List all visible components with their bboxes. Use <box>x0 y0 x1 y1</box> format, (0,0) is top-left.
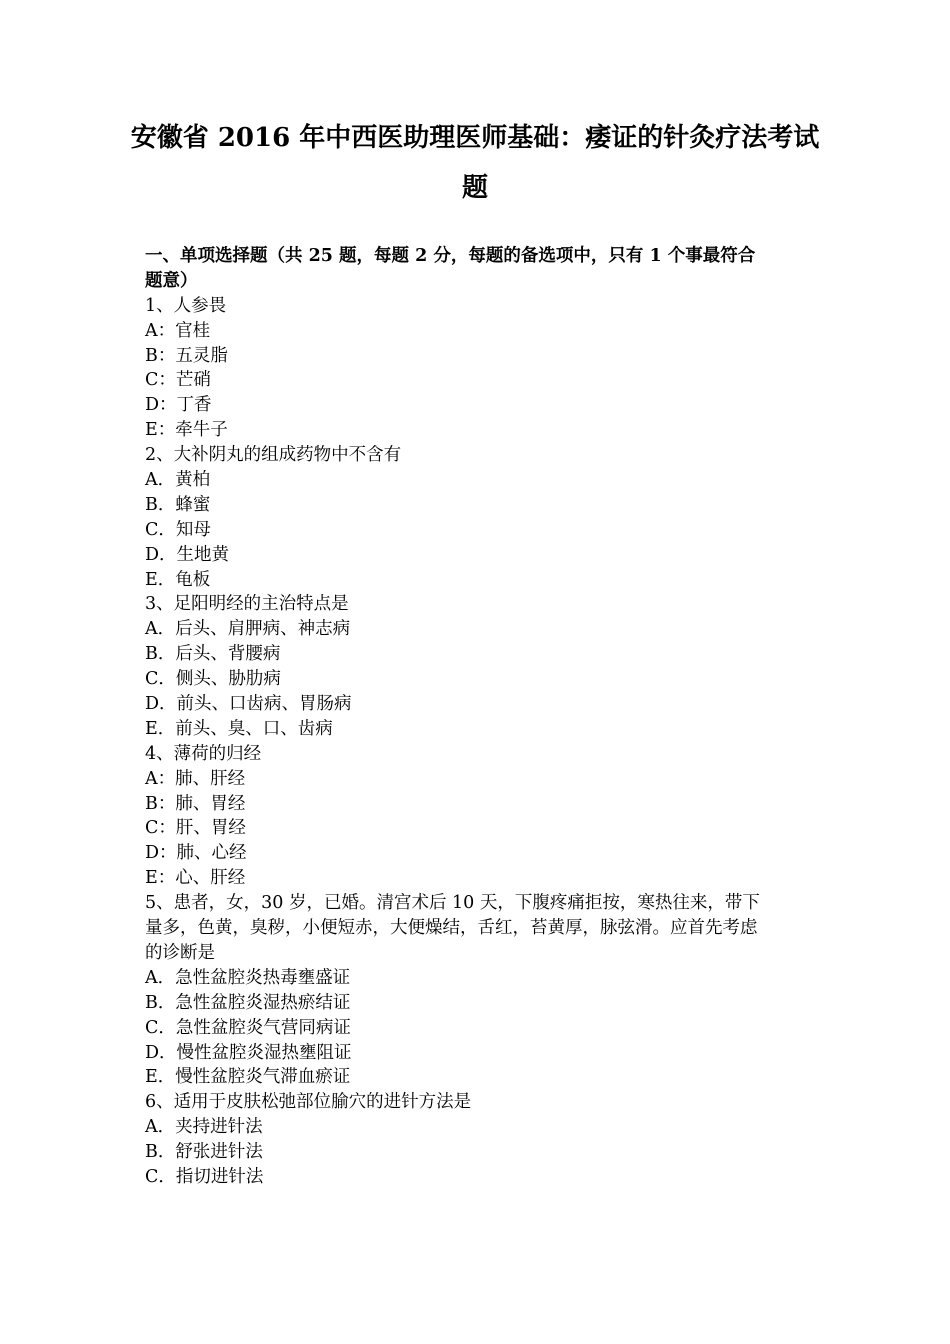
question <box>145 443 815 592</box>
question-stem: 2、大补阴丸的组成药物中不含有 <box>145 445 402 466</box>
answer-option: A：肺、肝经 <box>145 768 246 789</box>
answer-option: D．慢性盆腔炎湿热壅阻证 <box>145 1042 352 1063</box>
answer-option: E．前头、臭、口、齿病 <box>145 718 333 739</box>
document-title-continued: 题 <box>461 173 488 203</box>
answer-option: C．知母 <box>145 519 211 540</box>
question-stem: 3、足阳明经的主治特点是 <box>145 594 349 615</box>
answer-option: C．急性盆腔炎气营同病证 <box>145 1017 351 1038</box>
question-stem: 1、人参畏 <box>145 295 227 316</box>
answer-option: C：芒硝 <box>145 370 211 391</box>
answer-option: B．蜂蜜 <box>145 494 211 515</box>
question-stem: 5、患者，女，30 岁，已婚。清宫术后 10 天，下腹疼痛拒按，寒热往来，带下 <box>145 893 760 914</box>
question-list <box>145 294 815 1190</box>
answer-option: A：官桂 <box>145 320 211 341</box>
answer-option: D：丁香 <box>145 395 212 416</box>
answer-option: B．后头、背腰病 <box>145 644 281 665</box>
answer-option: E．龟板 <box>145 569 211 590</box>
question <box>145 1090 815 1190</box>
answer-option: B：肺、胃经 <box>145 793 246 814</box>
answer-option: A．急性盆腔炎热毒壅盛证 <box>145 967 351 988</box>
section-header-continued: 题意） <box>145 270 198 291</box>
answer-option: E．慢性盆腔炎气滞血瘀证 <box>145 1067 351 1088</box>
answer-option: D．生地黄 <box>145 544 230 565</box>
answer-option: E：心、肝经 <box>145 868 246 889</box>
answer-option: E：牵牛子 <box>145 420 228 441</box>
section-header: 一、单项选择题（共 25 题，每题 2 分，每题的备选项中，只有 1 个事最符合 <box>145 246 756 266</box>
answer-option: B．急性盆腔炎湿热瘀结证 <box>145 992 351 1013</box>
answer-option: C．指切进针法 <box>145 1166 264 1187</box>
answer-option: B：五灵脂 <box>145 345 228 366</box>
answer-option: A．夹持进针法 <box>145 1117 263 1138</box>
question <box>145 592 815 741</box>
answer-option: A．后头、肩胛病、神志病 <box>145 619 351 640</box>
question-stem: 4、薄荷的归经 <box>145 743 262 764</box>
question-stem: 6、适用于皮肤松弛部位腧穴的进针方法是 <box>145 1092 472 1113</box>
question <box>145 891 815 1090</box>
answer-option: B．舒张进针法 <box>145 1142 263 1163</box>
answer-option: D．前头、口齿病、胃肠病 <box>145 694 352 715</box>
question <box>145 742 815 891</box>
answer-option: A．黄柏 <box>145 470 211 491</box>
question-stem: 的诊断是 <box>145 942 215 963</box>
answer-option: D：肺、心经 <box>145 843 247 864</box>
answer-option: C．侧头、胁肋病 <box>145 669 281 690</box>
answer-option: C：肝、胃经 <box>145 818 246 839</box>
document-body <box>145 244 815 1190</box>
question <box>145 294 815 443</box>
document-title: 安徽省 2016 年中西医助理医师基础：痿证的针灸疗法考试 <box>130 123 820 153</box>
question-stem: 量多，色黄，臭秽，小便短赤，大便燥结，舌红，苔黄厚，脉弦滑。应首先考虑 <box>145 918 758 939</box>
